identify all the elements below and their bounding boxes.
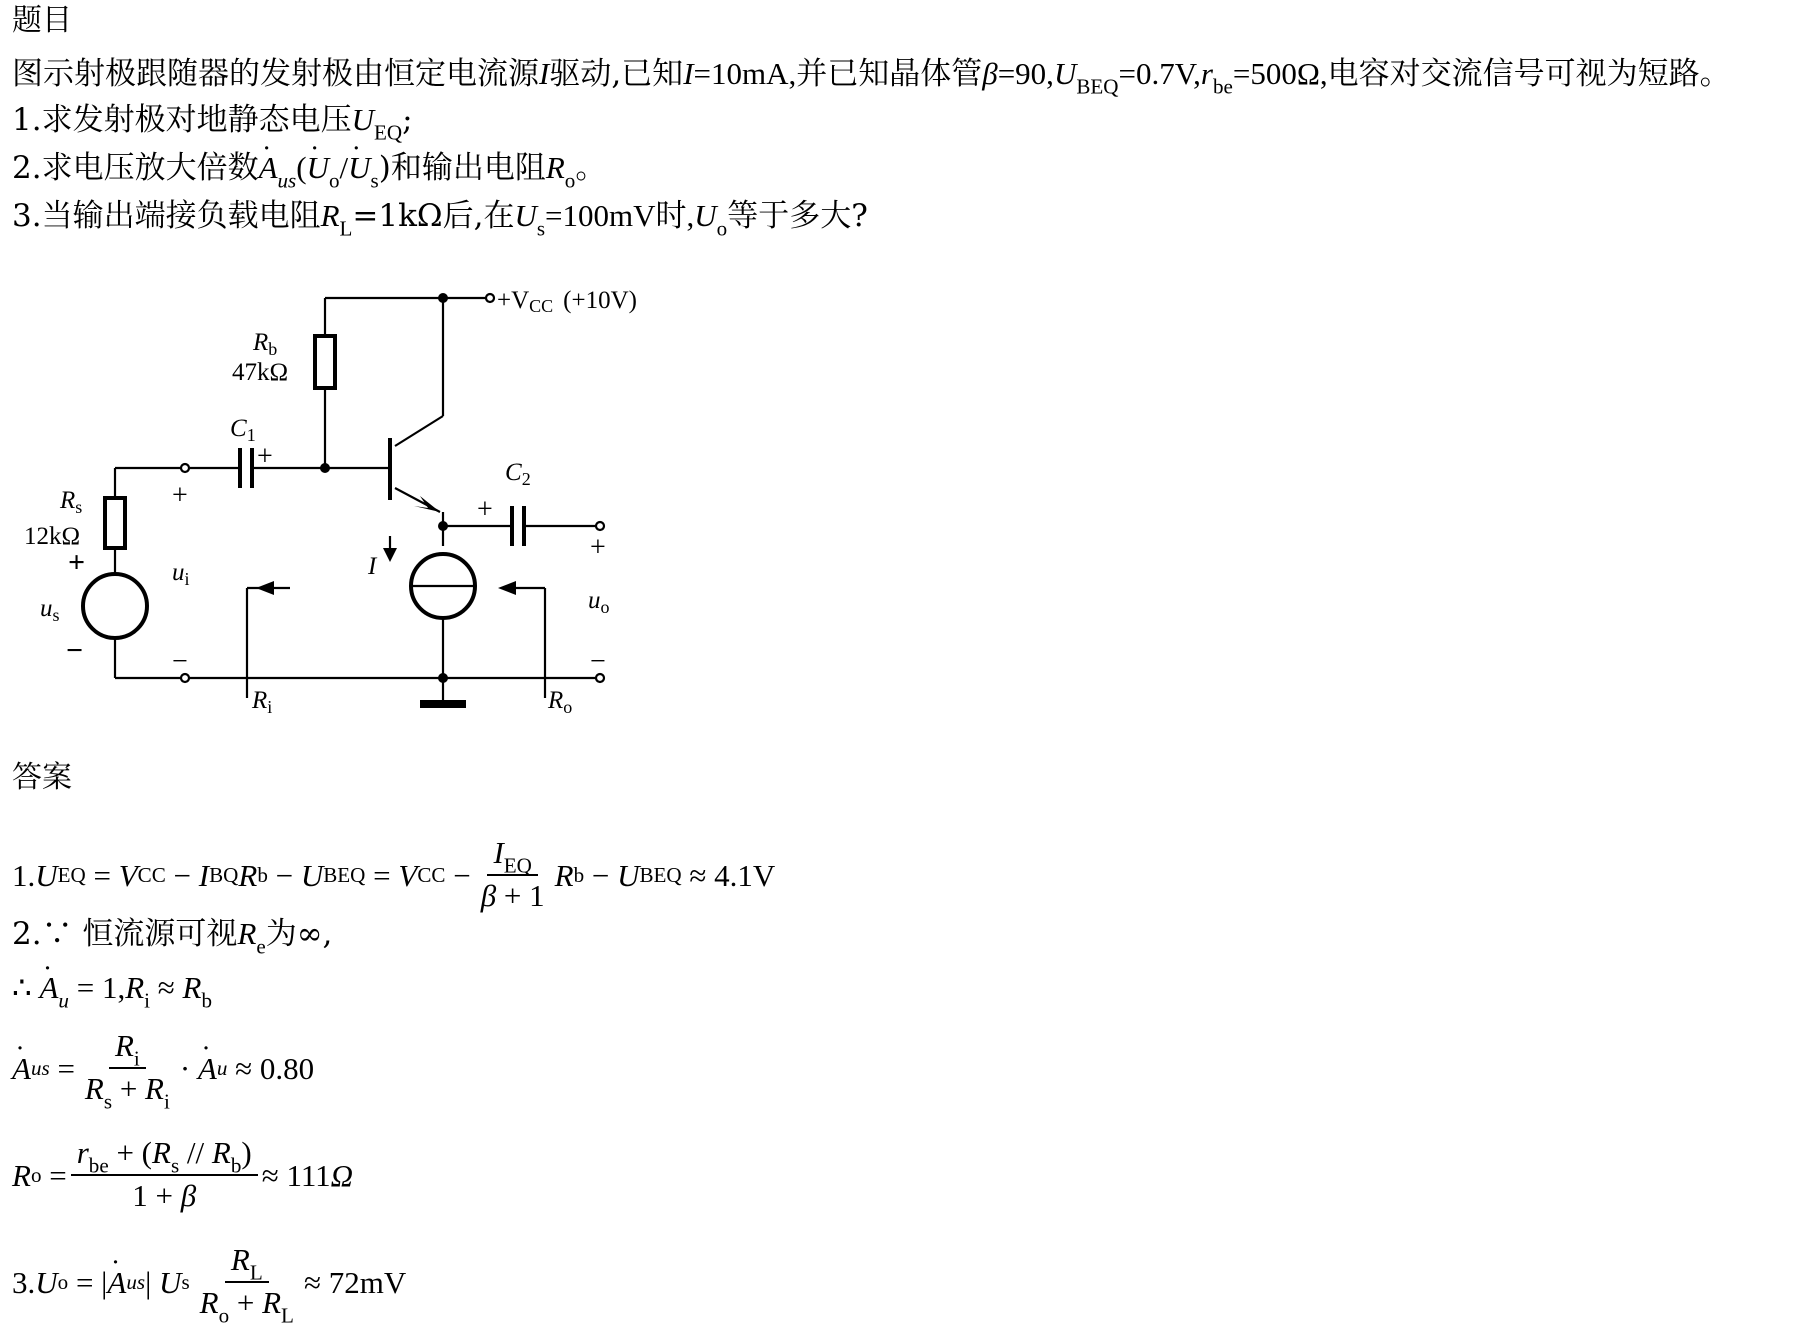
problem-intro: 图示射极跟随器的发射极由恒定电流源I驱动,已知I=10mA,并已知晶体管$\beta=90,U_{BEQ}=0.7V,r_{be}=500\Omega$,电容对交流信号可视为短路。 [12, 56, 1731, 99]
ui-minus: − [172, 646, 188, 677]
rs-label: $R_s$ [60, 487, 83, 517]
ri-label: $R_i$ [252, 687, 273, 717]
question-heading: 题目 [12, 3, 72, 38]
rb-value: 47kΩ [232, 359, 289, 386]
answer-3: 3. U o = | · A us | U s $\frac{R_L}{R_o + R_L}$ ≈ 72mV [12, 1232, 406, 1332]
uo-label: $u_o$ [588, 587, 610, 617]
ro-label: $R_o$ [548, 687, 573, 717]
answer-2-aus: · A us = $\frac{R_i}{R_s + R_i}$ · · A u ≈ 0.80 [12, 1018, 314, 1118]
c2-label: $C_2$ [505, 459, 531, 489]
c1-plus: + [257, 441, 273, 472]
question-3: 3.当输出端接负载电阻$R_L=1k\Omega$后,在$U_s=100mV$时$,U_o$等于多大? [12, 198, 868, 241]
us-minus: − [66, 634, 84, 667]
voltage-source [83, 574, 147, 638]
uo-minus: − [590, 646, 606, 677]
rs-resistor [105, 498, 125, 548]
vcc-label: +VCC (+10V) [497, 287, 637, 316]
ui-label: $u_i$ [172, 559, 190, 589]
uo-plus: + [590, 532, 606, 563]
rs-value: 12kΩ [24, 523, 81, 550]
emitter-follower-circuit [0, 268, 700, 728]
answer-2-line2: ∴ · $A_u = 1,R_i \approx R_b$ [12, 972, 212, 1003]
us-plus: + [68, 546, 86, 579]
ui-plus: + [172, 480, 188, 511]
us-label: $u_s$ [40, 595, 60, 625]
c1-label: $C_1$ [230, 415, 256, 445]
rb-resistor [315, 336, 335, 388]
answer-1: 1. U EQ = V CC − I BQ R b − U BEQ = V CC − $\frac{I_{EQ}}{\beta + 1}$ R b − U BEQ ≈ 4.1V [12, 835, 776, 913]
c2-plus: + [477, 494, 493, 525]
answer-2-ro: R o = $\frac{r_{be} + (R_s // R_b)}{1 + \beta}$ ≈ 111 Ω [12, 1135, 354, 1213]
question-2: 2.求电压放大倍数· $A_{us}(\cdot U_o/\cdot U_s)$和输出电阻$R_o$。 [12, 152, 606, 184]
question-1: 1.求发射极对地静态电压$U_{EQ}$; [12, 102, 413, 145]
answer-2-line1: 2.∵ 恒流源可视$R_e$为∞, [12, 916, 333, 959]
rb-label: $R_b$ [253, 329, 278, 359]
answer-heading: 答案 [12, 760, 72, 795]
i-label: I [368, 553, 377, 580]
